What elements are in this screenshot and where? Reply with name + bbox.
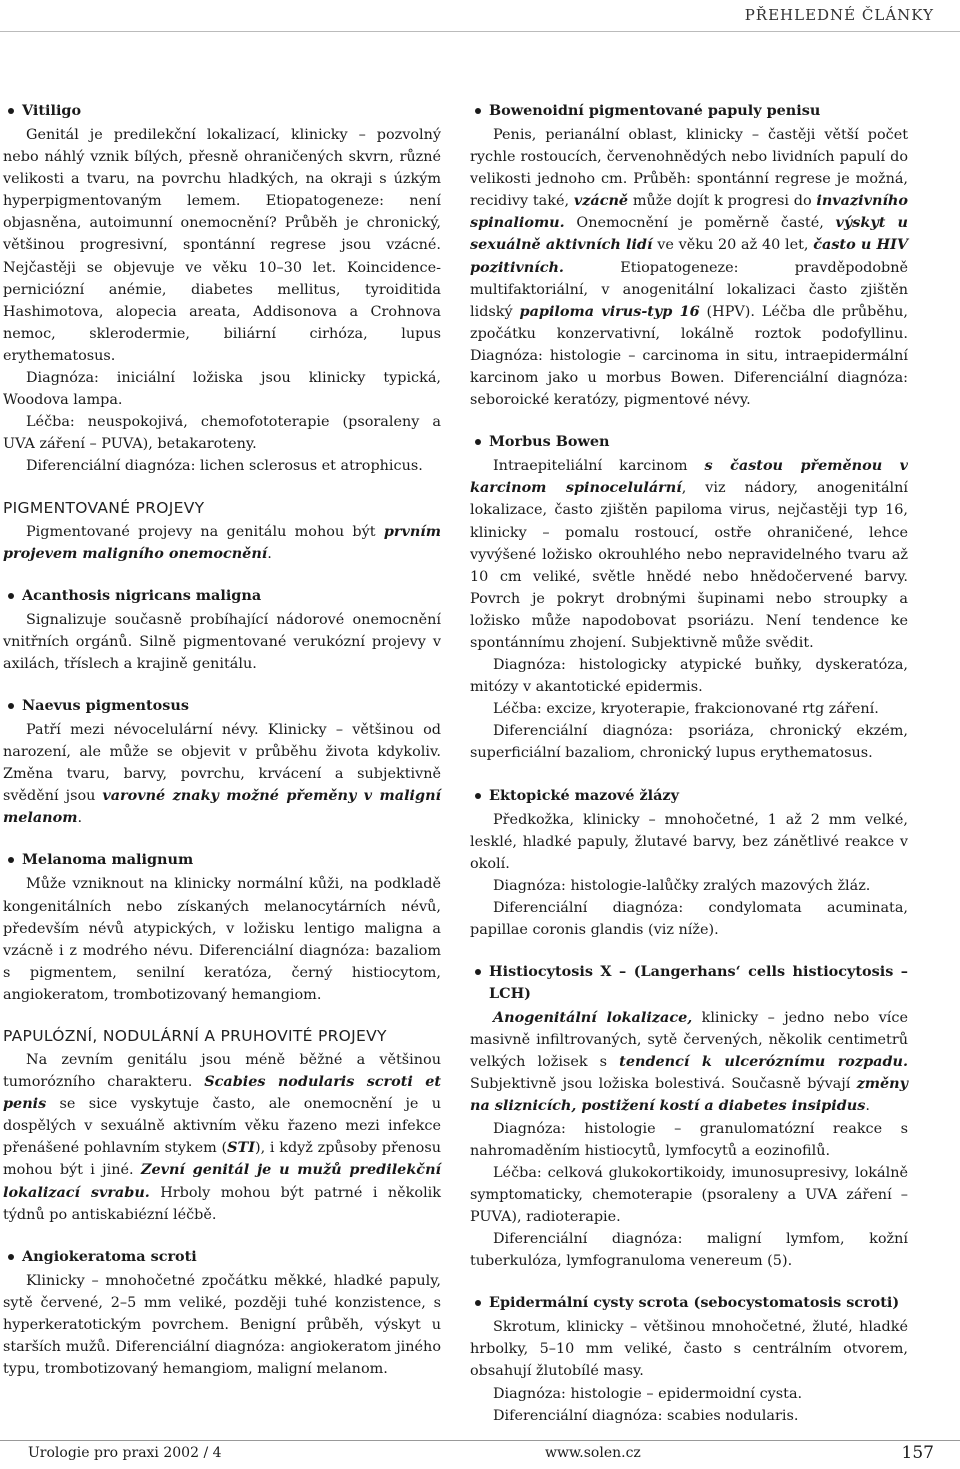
- acanthosis-section: [3, 585, 441, 675]
- header-divider: [0, 31, 960, 32]
- vitiligo-title: Vitiligo: [3, 100, 441, 122]
- histiocytosis-title: Histiocytosis X – (Langerhans‘ cells histiocytosis – LCH): [470, 961, 908, 1005]
- section-heading-papular: PAPULÓZNÍ, NODULÁRNÍ A PRUHOVITÉ PROJEVY: [3, 1027, 387, 1045]
- paragraph: Skrotum, klinicky – většinou mnohočetné, žluté, hladké hrbolky, 5–10 mm veliké, často s centrálním otvorem, obsahují žlutobílé masy.: [470, 1319, 908, 1380]
- paragraph: Diagnóza: iniciální ložiska jsou klinicky typická, Woodova lampa.: [3, 370, 441, 409]
- paragraph: Signalizuje současně probíhající nádorové onemocnění vnitřních orgánů. Silně pigmentované verukózní projevy v axilách, tříslech a krajině genitálu.: [3, 611, 441, 672]
- vitiligo-section: [3, 100, 441, 478]
- bullet-icon: [8, 593, 14, 599]
- paragraph: Pigmentované projevy na genitálu mohou být prvním projevem maligního onemocnění.: [3, 522, 441, 562]
- paragraph: Diferenciální diagnóza: lichen sclerosus et atrophicus.: [26, 458, 423, 475]
- paragraph: Diferenciální diagnóza: scabies nodularis.: [493, 1407, 799, 1424]
- paragraph: Diferenciální diagnóza: psoriáza, chronický ekzém, superficiální bazaliom, chronický lupus erythematosus.: [470, 723, 908, 762]
- histiocytosis-section: [470, 961, 908, 1272]
- epidermal-cysts-title: Epidermální cysty scrota (sebocystomatosis scroti): [470, 1292, 908, 1314]
- footer-divider: [0, 1440, 960, 1441]
- bullet-icon: [475, 969, 481, 975]
- bullet-icon: [8, 1254, 14, 1260]
- left-column: [3, 100, 441, 1400]
- acanthosis-title: Acanthosis nigricans maligna: [3, 585, 441, 607]
- paragraph: Diferenciální diagnóza: condylomata acuminata, papillae coronis glandis (viz níže).: [470, 899, 908, 938]
- naevus-title: Naevus pigmentosus: [3, 695, 441, 717]
- paragraph: Diagnóza: histologie-lalůčky zralých mazových žláz.: [493, 877, 871, 894]
- morbus-bowen-title: Morbus Bowen: [470, 431, 908, 453]
- bullet-icon: [475, 439, 481, 445]
- paragraph: Předkožka, klinicky – mnohočetné, 1 až 2 mm velké, lesklé, hladké papuly, žlutavé barvy, bez zánětlivé reakce v okolí.: [470, 811, 908, 872]
- angiokeratoma-title: Angiokeratoma scroti: [3, 1246, 441, 1268]
- section-heading-pigment: PIGMENTOVANÉ PROJEVY: [3, 498, 205, 517]
- ectopic-section: [470, 785, 908, 942]
- paragraph: Léčba: excize, kryoterapie, frakcionované rtg záření.: [493, 701, 879, 718]
- naevus-section: [3, 695, 441, 829]
- website-link[interactable]: www.solen.cz: [545, 1445, 641, 1461]
- paragraph: Anogenitální lokalizace, klinicky – jedno nebo více masivně infiltrovaných, sytě červených, několik centimetrů velkých ložisek s tendencí k ulceróznímu rozpadu. Subjektivně jsou ložiska bolestivá. Současně bývají změny na sliznicích, postižení kostí a diabetes insipidus.: [470, 1009, 908, 1115]
- right-column: [470, 100, 908, 1447]
- paragraph: Klinicky – mnohočetné zpočátku měkké, hladké papuly, sytě červené, 2–5 mm veliké, později tuhé konzistence, s hyperkeratotickým povrchem. Benigní průběh, výskyt u starších mužů. Diferenciální diagnóza: angiokeratom jiného typu, trombotizovaný hemangiom, maligní melanom.: [3, 1272, 441, 1378]
- bullet-icon: [475, 1300, 481, 1306]
- morbus-bowen-section: [470, 431, 908, 764]
- bullet-icon: [8, 703, 14, 709]
- journal-citation: Urologie pro praxi 2002 / 4: [28, 1445, 222, 1461]
- bowenoid-title: Bowenoidní pigmentované papuly penisu: [470, 100, 908, 122]
- paragraph: Léčba: neuspokojivá, chemofototerapie (psoraleny a UVA záření – PUVA), betakaroteny.: [3, 414, 441, 453]
- ectopic-title: Ektopické mazové žlázy: [470, 785, 908, 807]
- angiokeratoma-section: [3, 1246, 441, 1380]
- paragraph: Diagnóza: histologicky atypické buňky, dyskeratóza, mitózy v akantotické epidermis.: [470, 657, 908, 696]
- papular-intro: [3, 1049, 441, 1226]
- bullet-icon: [475, 793, 481, 799]
- paragraph: Penis, perianální oblast, klinicky – častěji větší počet rychle rostoucích, červenohnědých nebo lividních papulí do velikosti jednoho cm. Průběh: spontánní regrese je možná, recidivy také, vzácně může dojít k progresi do invazivního spinaliomu. Onemocnění je poměrně časté, výskyt u sexuálně aktivních lidí ve věku 20 až 40 let, často u HIV pozitivních. Etiopatogeneze: pravděpodobně multifaktoriální, v anogenitální lokalizaci často zjištěn lidský papiloma virus-typ 16 (HPV). Léčba dle průběhu, zpočátku konzervativní, lokálně roztok podofyllinu. Diagnóza: histologie – carcinoma in situ, intraepidermální karcinom jako u morbus Bowen. Diferenciální diagnóza: seboroické keratózy, pigmentové névy.: [470, 127, 908, 409]
- paragraph: Diferenciální diagnóza: maligní lymfom, kožní tuberkulóza, lymfogranuloma venereum (5).: [470, 1231, 908, 1270]
- bullet-icon: [475, 108, 481, 114]
- epidermal-cysts-section: [470, 1292, 908, 1426]
- paragraph: Patří mezi névocelulární névy. Klinicky – většinou od narození, ale může se objevit v průběhu života kdykoliv. Změna tvaru, barvy, povrchu, krvácení a subjektivně svědění jsou varovné znaky možné přeměny v maligní melanom.: [3, 721, 441, 827]
- bullet-icon: [8, 108, 14, 114]
- section-header: PŘEHLEDNÉ ČLÁNKY: [744, 6, 934, 24]
- paragraph: Diagnóza: histologie – epidermoidní cysta.: [493, 1385, 803, 1402]
- bullet-icon: [8, 857, 14, 863]
- bowenoid-section: [470, 100, 908, 411]
- paragraph: Léčba: celková glukokortikoidy, imunosupresivy, lokálně symptomaticky, chemoterapie (psoraleny a UVA záření – PUVA), radioterapie.: [470, 1164, 908, 1225]
- paragraph: Intraepiteliální karcinom s častou přeměnou v karcinom spinocelulární, viz nádory, anogenitální lokalizace, často zjištěn papiloma virus, nejčastěji typ 16, klinicky – pomalu rostoucí, ostře ohraničené, lehce vyvýšené ložisko okrouhlého nebo nepravidelného tvaru až 10 cm veliké, světle hnědé nebo hnědočervené barvy. Povrch je pokryt drobnými šupinami nebo stroupky a ložisko může napodobovat psoriázu. Není tendence ke spontánnímu zhojení. Subjektivně může svědit.: [470, 457, 909, 651]
- paragraph: Na zevním genitálu jsou méně běžné a většinou tumorózního charakteru. Scabies nodularis scroti et penis se sice vyskytuje často, ale onemocnění je u dospělých v sexuálně aktivním věku řazeno mezi infekce přenášené pohlavním stykem (STI), i když způsoby přenosu mohou být i jiné. Zevní genitál je u mužů predilekční lokalizací svrabu. Hrboly mohou být patrné i několik týdnů po antiskabiézní léčbě.: [3, 1052, 441, 1223]
- melanoma-title: Melanoma malignum: [3, 849, 441, 871]
- paragraph: Může vzniknout na klinicky normální kůži, na podkladě kongenitálních nebo získaných melanocytárních névů, především névů atypických, v ložisku lentigo maligna a vzácně i z modrého névu. Diferenciální diagnóza: bazaliom s pigmentem, senilní keratóza, černý histiocytom, angiokeratom, trombotizovaný hemangiom.: [3, 876, 441, 1003]
- paragraph: Diagnóza: histologie – granulomatózní reakce s nahromaděním histiocytů, lymfocytů a eozinofilů.: [470, 1120, 908, 1159]
- paragraph: Genitál je predilekční lokalizací, klinicky – pozvolný nebo náhlý vznik bílých, přesně ohraničených skvrn, různé velikosti a tvaru, na povrchu hladkých, na okraji s úzkým hyperpigmentovaným lemem. Etiopatogeneze: není objasněna, autoimunní onemocnění? Průběh je chronický, většinou progresivní, spontánní regrese jsou vzácné. Nejčastěji se objevuje ve věku 10–30 let. Koincidence-perniciózní anémie, diabetes mellitus, tyroiditida Hashimotova, alopecia areata, Addisonova a Crohnova nemoc, sklerodermie, biliární cirhóza, lupus erythematosus.: [3, 127, 441, 364]
- page-number: 157: [901, 1443, 934, 1463]
- pigment-intro: [3, 521, 441, 565]
- melanoma-section: [3, 849, 441, 1006]
